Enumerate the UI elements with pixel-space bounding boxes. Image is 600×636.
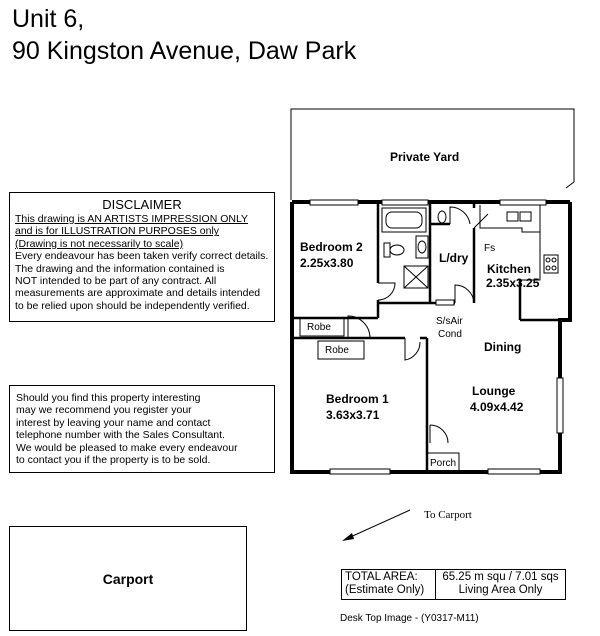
aircond-label-1: S/sAir <box>436 316 463 327</box>
register-line: We would be pleased to make every endeavour <box>16 441 238 454</box>
bedroom2-name: Bedroom 2 <box>300 240 363 254</box>
disclaimer-line: NOT intended to be part of any contract. All <box>15 275 217 288</box>
total-area-label <box>342 570 436 599</box>
register-interest-box <box>9 385 275 473</box>
yard-fence-line <box>566 182 574 188</box>
total-area-value-2: Living Area Only <box>458 584 543 596</box>
robe-upper-label: Robe <box>307 322 331 333</box>
private-yard-label: Private Yard <box>390 150 460 164</box>
laundry-label: L/dry <box>439 251 469 265</box>
aircond-unit <box>436 300 454 305</box>
total-area-box <box>341 569 566 600</box>
address-line-2: 90 Kingston Avenue, Daw Park <box>12 37 357 65</box>
arrow-head-icon <box>342 533 354 541</box>
shower <box>404 266 428 288</box>
disclaimer-line: The drawing and the information contained is <box>15 262 225 275</box>
bedroom1-size: 3.63x3.71 <box>326 408 380 422</box>
bedroom2-size: 2.25x3.80 <box>300 256 354 270</box>
register-line: to contact you if the property is to be sold. <box>16 454 211 467</box>
disclaimer-line: Every endeavour has been taken verify correct details. <box>15 250 269 263</box>
disclaimer-line: and is for ILLUSTRATION PURPOSES only <box>15 225 220 238</box>
aircond-label-2: Cond <box>438 329 462 340</box>
disclaimer-heading: DISCLAIMER <box>102 197 182 212</box>
kitchen-name: Kitchen <box>487 262 532 276</box>
register-line: interest by leaving your name and contact <box>16 416 211 429</box>
total-area-value <box>436 570 565 599</box>
register-line: may we recommend you register your <box>16 404 192 417</box>
disclaimer-box <box>9 192 275 322</box>
dining-label: Dining <box>484 340 522 354</box>
register-line: telephone number with the Sales Consultant. <box>16 429 225 442</box>
total-area-label-1: TOTAL AREA: <box>345 571 418 583</box>
robe-lower-label: Robe <box>325 345 349 356</box>
address-line-1: Unit 6, <box>12 5 85 33</box>
toilet <box>384 243 404 257</box>
disclaimer-line: to be relied upon should be independently verified. <box>15 299 250 312</box>
bedroom1-name: Bedroom 1 <box>326 392 389 406</box>
disclaimer-line: measurements are approximate and details intended <box>15 287 261 300</box>
footer-reference: Desk Top Image - (Y0317-M11) <box>340 613 479 624</box>
register-line: Should you find this property interesting <box>16 392 201 404</box>
disclaimer-line: This drawing is AN ARTISTS IMPRESSION ONLY <box>15 213 249 225</box>
carport-box <box>9 526 247 631</box>
lounge-name: Lounge <box>472 384 516 398</box>
porch-label: Porch <box>430 458 457 469</box>
total-area-label-2: (Estimate Only) <box>345 584 425 596</box>
to-carport-arrow <box>346 510 410 539</box>
kitchen-size: 2.35x3.25 <box>486 276 540 290</box>
bathtub <box>382 208 426 232</box>
total-area-value-1: 65.25 m squ / 7.01 sqs <box>442 571 559 583</box>
fs-label: Fs <box>484 243 496 254</box>
to-carport-label: To Carport <box>424 509 472 521</box>
carport-label: Carport <box>102 570 154 587</box>
lounge-size: 4.09x4.42 <box>470 400 524 414</box>
disclaimer-line: (Drawing is not necessarily to scale) <box>15 237 184 250</box>
